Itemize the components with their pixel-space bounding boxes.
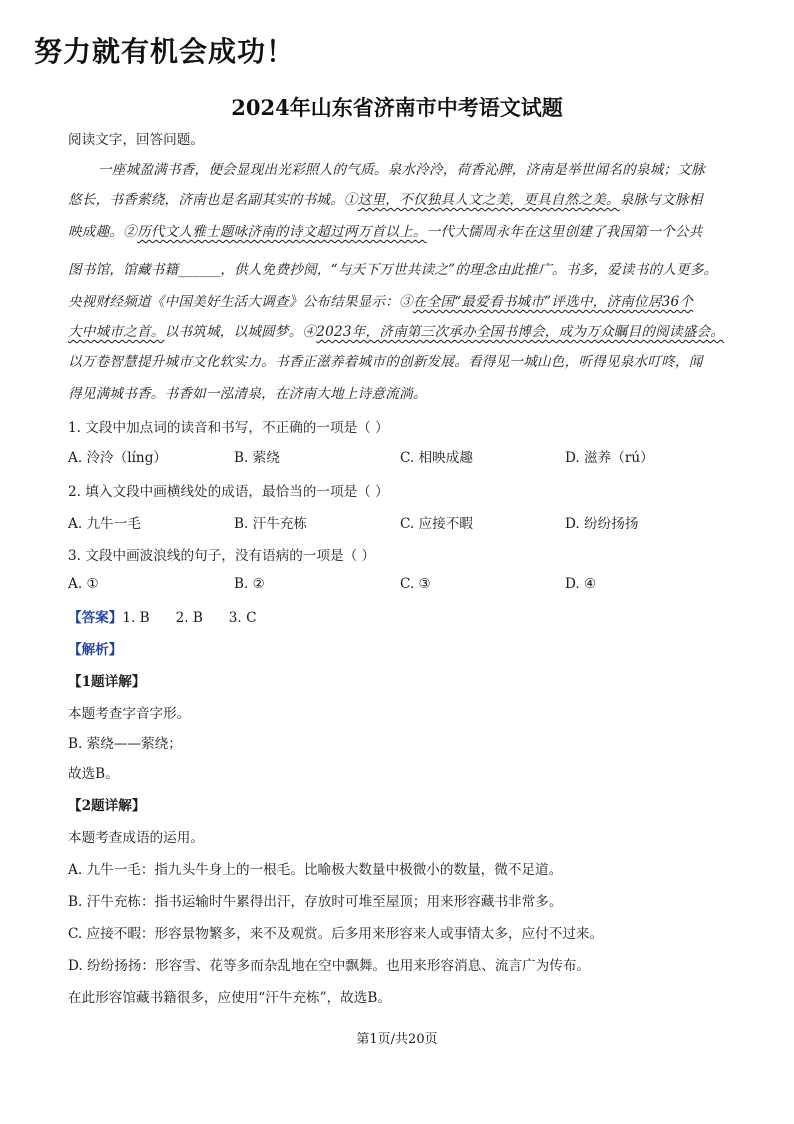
q3-option-b: B. ② [234,576,265,592]
q2-detail-text: D. 纷纷扬扬：形容雪、花等多而杂乱地在空中飘舞。也用来形容消息、流言广为传布。 [68,958,591,974]
q1-detail-text: 故选B。 [68,766,119,782]
answer-text: 1. B 2. B 3. C [122,610,257,626]
passage-line-1: 一座城盈满书香，便会显现出光彩照人的气质。泉水泠泠，荷香沁脾，济南是举世闻名的泉城；文脉 [98,162,705,178]
q2-option-d: D. 纷纷扬扬 [565,516,639,532]
passage-text: 央视财经频道《中国美好生活大调查》公布结果显示：③ [68,294,413,310]
document-title: 2024年山东省济南市中考语文试题 [231,95,563,120]
q2-detail-text: 本题考查成语的运用。 [68,830,204,846]
passage-line-8: 得见满城书香。书香如一泓清泉，在济南大地上诗意流淌。 [68,386,427,402]
passage-line-7: 以万卷智慧提升城市文化软实力。书香正滋养着城市的创新发展。看得见一城山色，听得见泉水叮咚，闻 [68,354,703,370]
q1-option-a: A. 泠泠（líng） [68,450,167,466]
q1-option-c: C. 相映成趣 [400,450,473,466]
slogan-banner: 努力就有机会成功！ [34,35,296,68]
q3-option-c: C. ③ [400,576,431,592]
q1-option-d: D. 滋养（rú） [565,450,654,466]
passage-line-6 [68,322,724,342]
instruction: 阅读文字，回答问题。 [68,132,204,148]
analysis-label: 【解析】 [68,642,123,658]
passage-line-2 [68,190,703,210]
q1-detail-heading: 【1题详解】 [68,674,146,690]
question-1-stem: 1. 文段中加点词的读音和书写，不正确的一项是（ ） [68,420,389,436]
q2-detail-text: 在此形容馆藏书籍很多，应使用“汗牛充栋”，故选B。 [68,990,391,1006]
q3-option-d: D. ④ [565,576,597,592]
passage-text: 泉脉与文脉相 [619,192,703,208]
q2-detail-heading: 【2题详解】 [68,798,146,814]
q2-detail-text: B. 汗牛充栋：指书运输时牛累得出汗，存放时可堆至屋顶；用来形容藏书非常多。 [68,894,563,910]
q1-detail-text: B. 萦绕——萦绕； [68,736,182,752]
page-footer: 第1页/共20页 [356,1032,438,1047]
passage-text: 悠长，书香萦绕，济南也是名副其实的书城。① [68,192,358,208]
q2-detail-text: A. 九牛一毛：指九头牛身上的一根毛。比喻极大数量中极微小的数量，微不足道。 [68,862,563,878]
passage-line-4: 图书馆，馆藏书籍______，供人免费抄阅，“与天下万世共读之”的理念由此推广。书多，爱读书的人更多。 [68,262,718,278]
passage-text: 以书筑城，以城圆梦。④ [164,324,317,340]
wavy-sentence-3-cont: 大中城市之首。 [68,324,165,340]
q2-option-c: C. 应接不暇 [400,516,473,532]
passage-line-5 [68,292,693,312]
q2-option-b: B. 汗牛充栋 [234,516,308,532]
passage-text: 一代大儒周永年在这里创建了我国第一个公共 [426,224,703,240]
passage-text: 映成趣。② [68,224,137,240]
question-3-stem: 3. 文段中画波浪线的句子，没有语病的一项是（ ） [68,548,376,564]
q2-option-a: A. 九牛一毛 [68,516,141,532]
answer-line [68,608,256,628]
wavy-sentence-2: 历代文人雅士题咏济南的诗文超过两万首以上。 [136,224,427,240]
wavy-sentence-4: 2023年，济南第三次承办全国书博会，成为万众瞩目的阅读盛会。 [316,324,725,340]
question-2-stem: 2. 填入文段中画横线处的成语，最恰当的一项是（ ） [68,484,389,500]
q1-detail-text: 本题考查字音字形。 [68,706,191,722]
answer-label: 【答案】 [68,610,123,626]
passage-line-3 [68,222,703,242]
wavy-sentence-1: 这里，不仅独具人文之美，更具自然之美。 [357,192,620,208]
wavy-sentence-3: 在全国“最爱看书城市”评选中，济南位居36个 [412,294,694,310]
q3-option-a: A. ① [68,576,99,592]
q2-detail-text: C. 应接不暇：形容景物繁多，来不及观赏。后多用来形容来人或事情太多，应付不过来。 [68,926,604,942]
q1-option-b: B. 萦绕 [234,450,280,466]
